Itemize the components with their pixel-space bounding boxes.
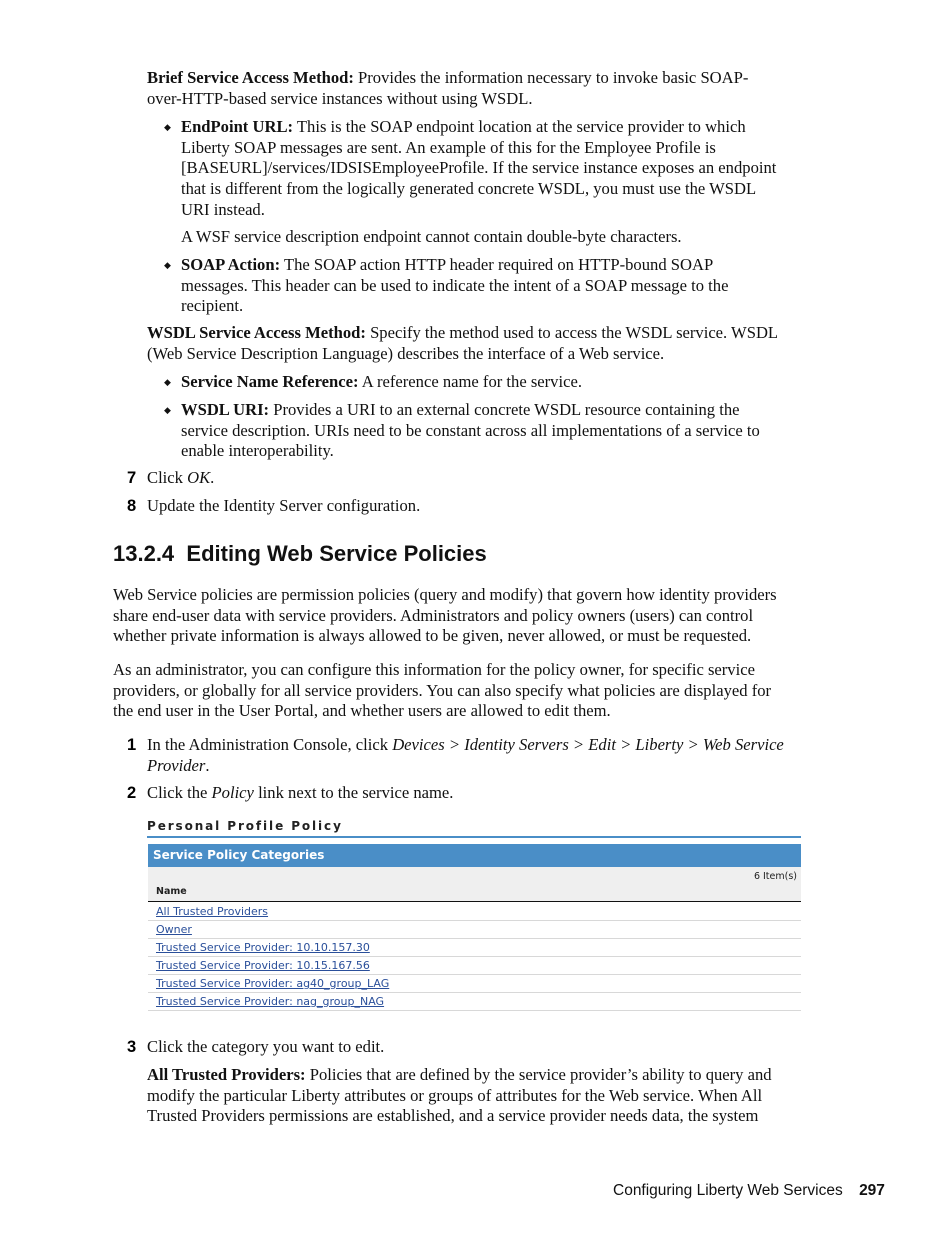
brief-access-text-1: Provides the information necessary to invoke basic SOAP- [358,68,749,87]
step-7-post: . [210,468,215,487]
ok-button-ref: OK [187,468,211,487]
brief-access-paragraph [147,68,748,109]
intro-paragraph-2 [113,660,771,722]
wsdl-uri-term: WSDL URI: [181,400,270,419]
intro-2-line-3: the end user in the User Portal, and whether users are allowed to edit them. [113,701,611,721]
step-3-text: Click the category you want to edit. [147,1037,385,1056]
brief-access-term: Brief Service Access Method: [147,68,354,87]
name-column-header[interactable]: Name [156,886,187,897]
service-name-ref-text: A reference name for the service. [361,372,582,391]
intro-paragraph-1 [113,585,777,647]
bullet-icon: ◆ [164,377,171,387]
all-trusted-paragraph [147,1065,772,1127]
wsdl-uri-item [181,400,760,462]
category-link-trusted-sp-2[interactable]: Trusted Service Provider: 10.15.167.56 [156,959,370,972]
policy-link-ref: Policy [211,783,254,802]
step-1-post: . [205,755,210,775]
step-number: 1 [127,736,137,754]
service-name-ref-term: Service Name Reference: [181,372,359,391]
figure-title-rule [147,836,801,838]
wsdl-access-paragraph [147,323,778,364]
bullet-icon: ◆ [164,260,171,270]
intro-2-line-1: As an administrator, you can configure this information for the policy owner, for specific service [113,660,755,679]
category-link-owner[interactable]: Owner [156,923,192,936]
step-number: 7 [127,469,137,487]
page-number: 297 [859,1182,885,1199]
step-number: 8 [127,497,137,515]
all-trusted-line-1: Policies that are defined by the service provider’s ability to query and [309,1065,772,1084]
endpoint-url-line-5: URI instead. [181,199,265,219]
all-trusted-line-3: Trusted Providers permissions are established, and a service provider needs data, the system [147,1106,759,1126]
policy-category-list [148,903,801,1011]
soap-action-line-2: messages. This header can be used to indicate the intent of a SOAP message to the [181,275,729,295]
endpoint-url-line-4: that is different from the logically generated concrete WSDL, you must use the WSDL [181,179,757,199]
intro-1-line-2: share end-user data with service providers. Administrators and policy owners (users) can control [113,605,754,625]
item-count: 6 Item(s) [753,871,797,882]
category-link-trusted-sp-3[interactable]: Trusted Service Provider: ag40_group_LAG [156,977,390,990]
all-trusted-term: All Trusted Providers: [147,1065,306,1084]
bullet-icon: ◆ [164,405,171,415]
intro-1-line-3: whether private information is always allowed to be given, never allowed, or must be requested. [113,626,752,646]
figure-title: Personal Profile Policy [147,819,343,833]
category-link-trusted-sp-4[interactable]: Trusted Service Provider: nag_group_NAG [156,995,385,1008]
soap-action-item [181,255,728,317]
table-row [148,939,801,957]
endpoint-url-line-3: [BASEURL]/services/IDSISEmployeeProfile. If the service instance exposes an endpoint [181,158,777,178]
page-footer [613,1181,885,1201]
endpoint-url-term: EndPoint URL: [181,117,294,136]
step-2-pre: Click the [147,783,212,802]
wsdl-access-line-2: (Web Service Description Language) describes the interface of a Web service. [147,343,665,363]
step-1-path-cont: Provider [147,755,206,775]
service-policy-categories-header: Service Policy Categories [148,844,801,867]
soap-action-term: SOAP Action: [181,255,281,274]
table-row [148,957,801,975]
footer-title: Configuring Liberty Web Services [613,1182,843,1199]
wsdl-access-line-1: Specify the method used to access the WSDL service. WSDL [370,323,779,342]
soap-action-line-3: recipient. [181,296,244,316]
section-heading: 13.2.4 Editing Web Service Policies [113,541,487,566]
step-1-path: Devices > Identity Servers > Edit > Liberty > Web Service [392,735,784,754]
endpoint-url-line-1: This is the SOAP endpoint location at the service provider to which [296,117,746,136]
endpoint-url-note: A WSF service description endpoint cannot contain double-byte characters. [181,227,682,246]
step-7-pre: Click [147,468,188,487]
category-link-trusted-sp-1[interactable]: Trusted Service Provider: 10.10.157.30 [156,941,370,954]
step-1-text [147,735,784,776]
wsdl-access-term: WSDL Service Access Method: [147,323,366,342]
wsdl-uri-line-3: enable interoperability. [181,441,334,461]
table-row [148,993,801,1011]
step-1-pre: In the Administration Console, click [147,735,393,754]
intro-1-line-1: Web Service policies are permission policies (query and modify) that govern how identity providers [113,585,777,604]
step-2-post: link next to the service name. [253,783,454,802]
table-row [148,903,801,921]
brief-access-text-2: over-HTTP-based service instances without using WSDL. [147,88,533,108]
intro-2-line-2: providers, or globally for all service providers. You can also specify what policies are displayed for [113,680,772,700]
table-row [148,921,801,939]
all-trusted-line-2: modify the particular Liberty attributes or groups of attributes for the Web service. When All [147,1085,763,1105]
category-link-all-trusted-providers[interactable]: All Trusted Providers [156,905,269,918]
wsdl-uri-line-2: service description. URIs need to be constant across all implementations of a service to [181,420,760,440]
step-number: 3 [127,1038,137,1056]
soap-action-line-1: The SOAP action HTTP header required on HTTP-bound SOAP [283,255,714,274]
endpoint-url-item [181,117,776,221]
endpoint-url-line-2: Liberty SOAP messages are sent. An example of this for the Employee Profile is [181,137,716,157]
table-row [148,975,801,993]
step-2-text [147,783,453,804]
step-7-text [147,468,214,489]
service-name-ref-item [181,372,582,393]
bullet-icon: ◆ [164,122,171,132]
step-8-text: Update the Identity Server configuration. [147,496,421,515]
table-header-bar [148,867,801,902]
step-number: 2 [127,784,137,802]
wsdl-uri-line-1: Provides a URI to an external concrete WSDL resource containing the [273,400,740,419]
